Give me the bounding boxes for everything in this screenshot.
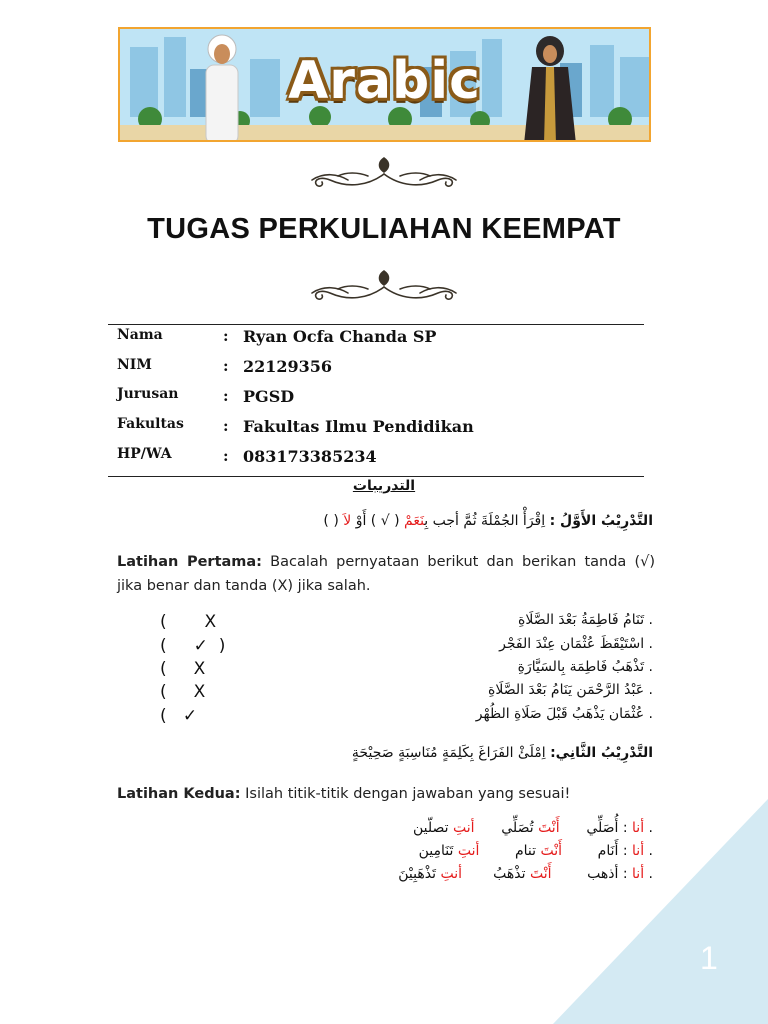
info-row-hpwa (0, 446, 768, 476)
exercise2-row-3: . أنا : أذهب أَنْتَ تذْهَبُ أنتِ تَذْهَبِيْنَ (398, 866, 653, 882)
info-label: HP/WA (117, 446, 172, 462)
info-colon: : (223, 327, 229, 345)
info-value: PGSD (243, 387, 295, 406)
exercise2-instruction: Latihan Kedua: Isilah titik-titik dengan jawaban yang sesuai! (117, 786, 571, 802)
info-row-nama (0, 326, 768, 356)
info-row-nim (0, 356, 768, 386)
exercise1-statement-3: . تَذْهَبُ فَاطِمَة بِالسَيَّارَةِ (517, 659, 653, 675)
exercise1-answer-4: ( X (160, 682, 206, 702)
exercise1-answer-3: ( X (160, 659, 206, 679)
exercise1-statement-4: . عَبْدُ الرَّحْمَن يَنَامُ بَعْدَ الصَّلَاةِ (488, 682, 653, 698)
document-title: TUGAS PERKULIAHAN KEEMPAT (147, 213, 621, 245)
info-row-jurusan (0, 386, 768, 416)
info-label: Nama (117, 327, 163, 343)
exercise1-statement-2: . اسْتَيْقَظَ عُثْمَان عِنْدَ الفَجْر (499, 636, 653, 652)
info-value: Fakultas Ilmu Pendidikan (243, 417, 474, 436)
info-row-fakultas (0, 416, 768, 446)
info-colon: : (223, 387, 229, 405)
exercise2-row-2: . أنا : أَنَام أَنْتَ تنام أنتِ تَنَامِين (418, 843, 653, 859)
exercise2-row-1: . أنا : أُصَلِّي أَنْتَ تُصَلِّي أنتِ تصلّين (413, 820, 653, 836)
info-top-rule (108, 324, 644, 325)
exercise1-instruction: Latihan Pertama: Bacalah pernyataan berikut dan berikan tanda (√) jika benar dan tanda (X) jika salah. (117, 554, 656, 594)
banner-title: Arabic (288, 51, 481, 111)
info-value: Ryan Ocfa Chanda SP (243, 327, 437, 346)
info-bottom-rule (108, 476, 644, 477)
info-label: Jurusan (117, 386, 179, 402)
corner-triangle-decoration (553, 799, 768, 1024)
page-number: 1 (700, 940, 718, 976)
info-value: 083173385234 (243, 447, 377, 466)
exercise2-arabic-instruction: التَّدْرِيْبُ الثَّانِي: اِمْلَئْ الفَرَاغَ بِكَلِمَةٍ مُنَاسِبَةٍ صَحِيْحَةٍ (351, 745, 653, 761)
decorative-flourish-bottom (308, 265, 460, 307)
arabic-banner (118, 27, 651, 142)
exercise1-statement-1: . تَنَامُ فَاطِمَةُ بَعْدَ الصَّلَاةِ (518, 612, 653, 628)
exercise1-statement-5: . عُثْمَان يَذْهَبُ قَبْلَ صَلَاةِ الظُهْر (475, 706, 653, 722)
info-value: 22129356 (243, 357, 333, 376)
info-colon: : (223, 447, 229, 465)
exercise1-answer-5: ( ✓ (160, 706, 198, 726)
exercise1-answer-1: ( X (160, 612, 217, 632)
info-label: Fakultas (117, 416, 184, 432)
exercise1-arabic-instruction: التَّدْرِيْبُ الأَوَّلُ : اِقْرَأْ الجُمْلَةَ ثُمَّ أجب بِنَعَمْ ( √ ) أَوْ لاَ ( ) (323, 513, 653, 529)
exercise1-answer-2: ( ✓ ) (160, 636, 226, 656)
info-label: NIM (117, 357, 152, 373)
info-colon: : (223, 417, 229, 435)
decorative-flourish-top (308, 152, 460, 194)
exercises-heading: التدريبات (352, 478, 416, 494)
info-colon: : (223, 357, 229, 375)
